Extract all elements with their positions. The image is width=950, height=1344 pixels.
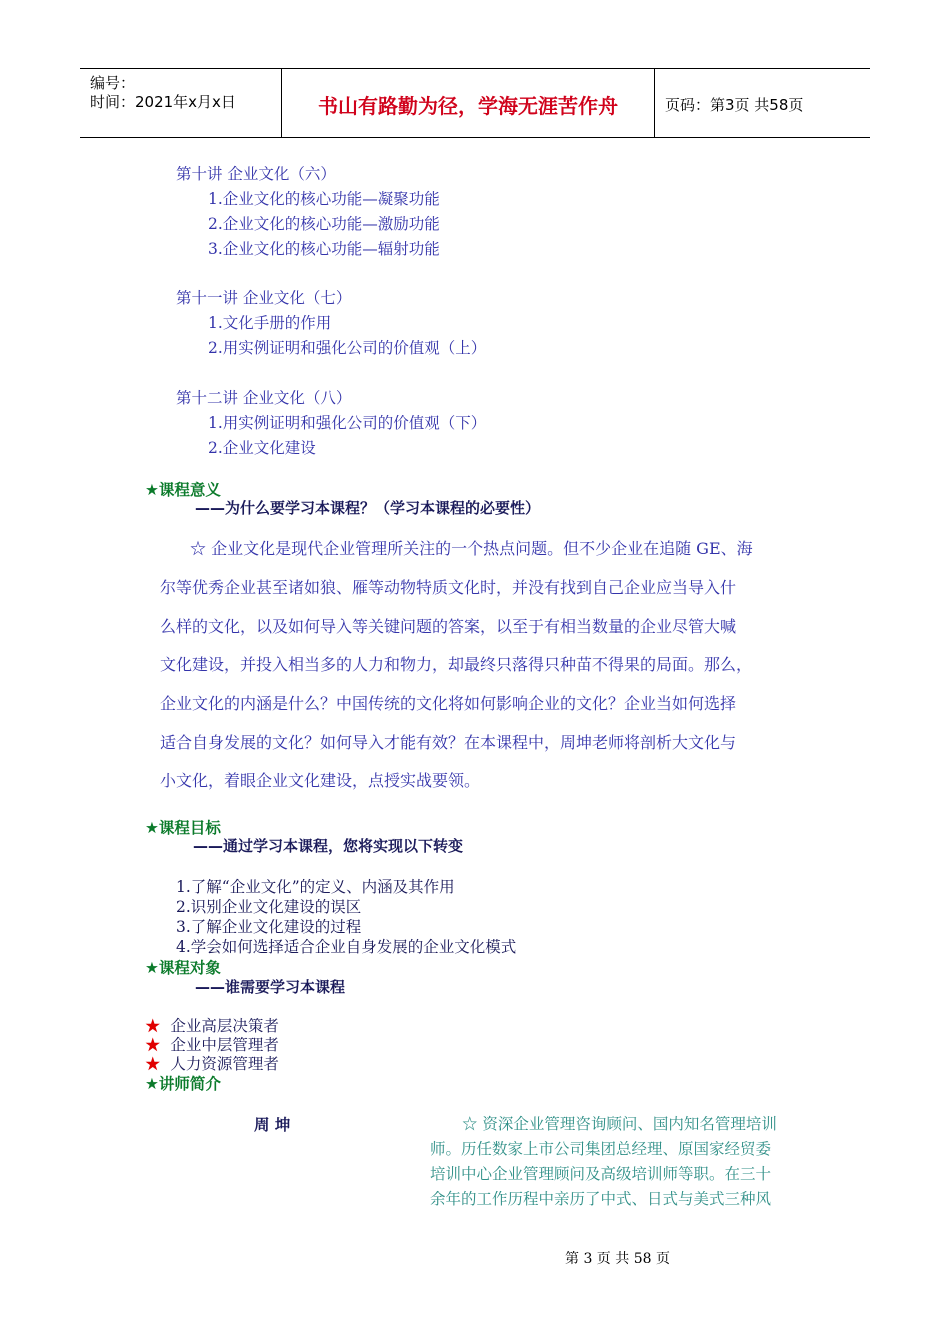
lecturer-name: 周 坤 bbox=[254, 1116, 291, 1134]
goal-item: 4.学会如何选择适合企业自身发展的企业文化模式 bbox=[176, 938, 517, 956]
toc-lecture-10-title: 第十讲 企业文化（六） bbox=[176, 165, 336, 183]
audience-label: 企业高层决策者 bbox=[170, 1017, 279, 1035]
page-info: 页码：第3页 共58页 bbox=[665, 96, 804, 114]
section-subheading: ——为什么要学习本课程？（学习本课程的必要性） bbox=[195, 499, 541, 517]
toc-item: 3.企业文化的核心功能—辐射功能 bbox=[208, 240, 440, 258]
paragraph-line: 企业文化的内涵是什么？中国传统的文化将如何影响企业的文化？企业当如何选择 bbox=[160, 694, 737, 713]
header-page-cell bbox=[655, 69, 870, 137]
code-label: 编号： bbox=[90, 74, 136, 92]
toc-item: 1.文化手册的作用 bbox=[208, 314, 332, 332]
star-icon: ★ bbox=[145, 1017, 161, 1035]
motto: 书山有路勤为径，学海无涯苦作舟 bbox=[318, 94, 618, 118]
toc-item: 1.企业文化的核心功能—凝聚功能 bbox=[208, 190, 440, 208]
audience-label: 企业中层管理者 bbox=[170, 1036, 279, 1054]
audience-item bbox=[145, 1052, 279, 1074]
toc-item: 2.企业文化建设 bbox=[208, 439, 316, 457]
bio-line: 余年的工作历程中亲历了中式、日式与美式三种风 bbox=[430, 1190, 772, 1208]
bio-line: ☆ 资深企业管理咨询顾问、国内知名管理培训 bbox=[462, 1115, 777, 1133]
section-subheading: ——通过学习本课程，您将实现以下转变 bbox=[193, 837, 464, 855]
toc-item: 2.企业文化的核心功能—激励功能 bbox=[208, 215, 440, 233]
time-label: 时间：2021年x月x日 bbox=[90, 93, 236, 111]
toc-lecture-12-title: 第十二讲 企业文化（八） bbox=[176, 389, 352, 407]
toc-item: 1.用实例证明和强化公司的价值观（下） bbox=[208, 414, 487, 432]
bio-line: 师。历任数家上市公司集团总经理、原国家经贸委 bbox=[430, 1140, 772, 1158]
section-subheading: ——谁需要学习本课程 bbox=[195, 978, 346, 996]
paragraph-line: ☆ 企业文化是现代企业管理所关注的一个热点问题。但不少企业在追随 GE、海 bbox=[190, 539, 753, 558]
section-heading-audience: ★课程对象 bbox=[145, 959, 221, 977]
audience-label: 人力资源管理者 bbox=[170, 1055, 279, 1073]
goal-item: 1.了解“企业文化”的定义、内涵及其作用 bbox=[176, 878, 455, 896]
section-heading-goals: ★课程目标 bbox=[145, 819, 221, 837]
page-header bbox=[80, 68, 870, 138]
paragraph-line: 么样的文化，以及如何导入等关键问题的答案，以至于有相当数量的企业尽管大喊 bbox=[160, 617, 737, 636]
toc-lecture-11-title: 第十一讲 企业文化（七） bbox=[176, 289, 352, 307]
header-meta-cell bbox=[80, 69, 282, 137]
page-footer: 第 3 页 共 58 页 bbox=[565, 1251, 670, 1267]
paragraph-line: 文化建设，并投入相当多的人力和物力，却最终只落得只种苗不得果的局面。那么， bbox=[160, 655, 753, 674]
section-heading-significance: ★课程意义 bbox=[145, 481, 221, 499]
paragraph-line: 小文化，着眼企业文化建设，点授实战要领。 bbox=[160, 771, 481, 790]
paragraph-line: 适合自身发展的文化？如何导入才能有效？在本课程中，周坤老师将剖析大文化与 bbox=[160, 733, 737, 752]
goal-item: 3.了解企业文化建设的过程 bbox=[176, 918, 362, 936]
star-icon: ★ bbox=[145, 1055, 161, 1073]
section-heading-lecturer: ★讲师简介 bbox=[145, 1075, 221, 1093]
goal-item: 2.识别企业文化建设的误区 bbox=[176, 898, 362, 916]
bio-line: 培训中心企业管理顾问及高级培训师等职。在三十 bbox=[430, 1165, 772, 1183]
toc-item: 2.用实例证明和强化公司的价值观（上） bbox=[208, 339, 487, 357]
paragraph-line: 尔等优秀企业甚至诸如狼、雁等动物特质文化时，并没有找到自己企业应当导入什 bbox=[160, 578, 737, 597]
header-motto-cell bbox=[282, 69, 655, 137]
star-icon: ★ bbox=[145, 1036, 161, 1054]
